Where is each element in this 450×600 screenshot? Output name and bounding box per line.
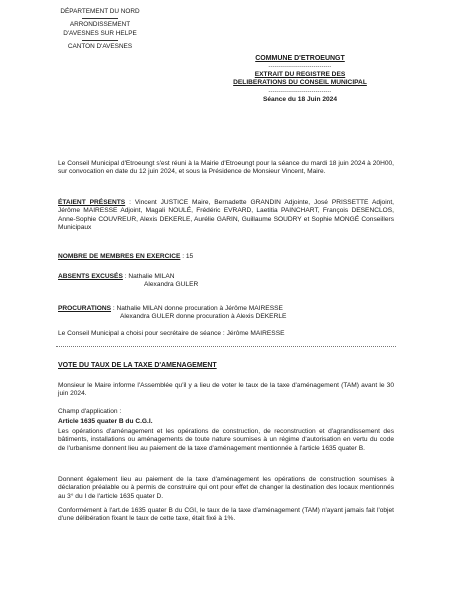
- header-right: [232, 55, 368, 104]
- proxies-line1: : Nathalie MILAN donne procuration à Jérôme MAIRESSE: [111, 305, 283, 312]
- intro-paragraph: Le Conseil Municipal d'Etroeungt s'est réuni à la Mairie d'Etroeungt pour la séance du mardi 18 juin 2024 à 20H00, sur convocation en date du 12 juin 2024, et sous la Présidence de Monsieur Vincent, Maire.: [58, 160, 394, 176]
- header-left: [40, 8, 160, 52]
- arrondissement-line1: ARRONDISSEMENT: [69, 21, 131, 29]
- section-paragraph-3: Conformément à l'art.de 1635 quater B du CGI, le taux de la taxe d'aménagement (TAM) n'ayant jamais fait l'objet d'une délibération fixant le taux de cette taxe, était fixé à 1%.: [58, 507, 394, 523]
- absents-block: [58, 273, 394, 290]
- absents-label: ABSENTS EXCUSÉS: [58, 273, 123, 280]
- session-date: Séance du 18 Juin 2024: [262, 95, 338, 103]
- present-list: : Vincent JUSTICE Maire, Bernadette GRANDIN Adjointe, José PRISSETTE Adjoint, Jérôme MAIRESSE Adjoint, Magali NOULÉ, Frédéric EVRARD, Laetitia PAINCHART, François DESENCLOS, Anne-Sophie COUVREUR, Alexis DEKERLE, Aurélie GARIN, Guillaume SOUDRY et Sophie MONGÉ Conseillers Municipaux: [58, 199, 395, 232]
- members-count: [58, 253, 394, 261]
- header-left-rule: [82, 18, 118, 19]
- header-dots-2: --------------------------------: [268, 88, 332, 95]
- section-intro: Monsieur le Maire informe l'Assemblée qu'il y a lieu de voter le taux de la taxe d'aménagement (TAM) avant le 30 juin 2024.: [58, 382, 394, 398]
- section-paragraph-1: Les opérations d'aménagement et les opérations de construction, de reconstruction et d'agrandissement des bâtiments, installations ou aménagements de toute nature soumises à un régime d'autorisation en vertu du code de l'urbanisme donnent lieu au paiement de la taxe d'aménagement mentionnée à l'article 1635 quater B.: [58, 428, 394, 452]
- members-label: NOMBRE DE MEMBRES EN EXERCICE: [58, 253, 181, 260]
- extract-line1: EXTRAIT DU REGISTRE DES: [254, 71, 346, 79]
- secretary-line: Le Conseil Municipal a choisi pour secrétaire de séance : Jérôme MAIRESSE: [58, 330, 285, 337]
- absents-line1: : Nathalie MILAN: [122, 273, 175, 280]
- absents-line2: Alexandra GULER: [144, 281, 199, 289]
- present-label: ÉTAIENT PRÉSENTS: [58, 199, 126, 206]
- commune-name: COMMUNE D'ETROEUNGT: [255, 55, 345, 62]
- section-title: VOTE DU TAUX DE LA TAXE D'AMENAGEMENT: [58, 362, 217, 369]
- section-paragraph-2: Donnent également lieu au paiement de la taxe d'aménagement les opérations de construction soumises à déclaration préalable ou à permis de construire qui ont pour effet de changer la destination des locaux mentionnés au 3° du I de l'article 1635 quater D.: [58, 476, 394, 500]
- proxies-label: PROCURATIONS: [58, 305, 111, 312]
- proxies-block: [58, 305, 394, 322]
- separator: [56, 346, 396, 347]
- article-ref: Article 1635 quater B du C.G.I.: [58, 418, 153, 425]
- members-value: : 15: [180, 253, 194, 260]
- header-dots-1: --------------------------------: [268, 64, 332, 71]
- extract-line2: DELIBERATIONS DU CONSEIL MUNICIPAL: [233, 79, 367, 87]
- department-name: DÉPARTEMENT DU NORD: [60, 8, 140, 15]
- scope-label: Champ d'application :: [58, 408, 122, 415]
- arrondissement-line2: D'AVESNES SUR HELPE: [63, 29, 137, 37]
- present-members: [58, 199, 394, 233]
- proxies-line2: Alexandra GULER donne procuration à Alexis DEKERLE: [120, 313, 287, 321]
- canton-name: CANTON D'AVESNES: [67, 43, 133, 51]
- header-left-rule-2: [82, 40, 118, 41]
